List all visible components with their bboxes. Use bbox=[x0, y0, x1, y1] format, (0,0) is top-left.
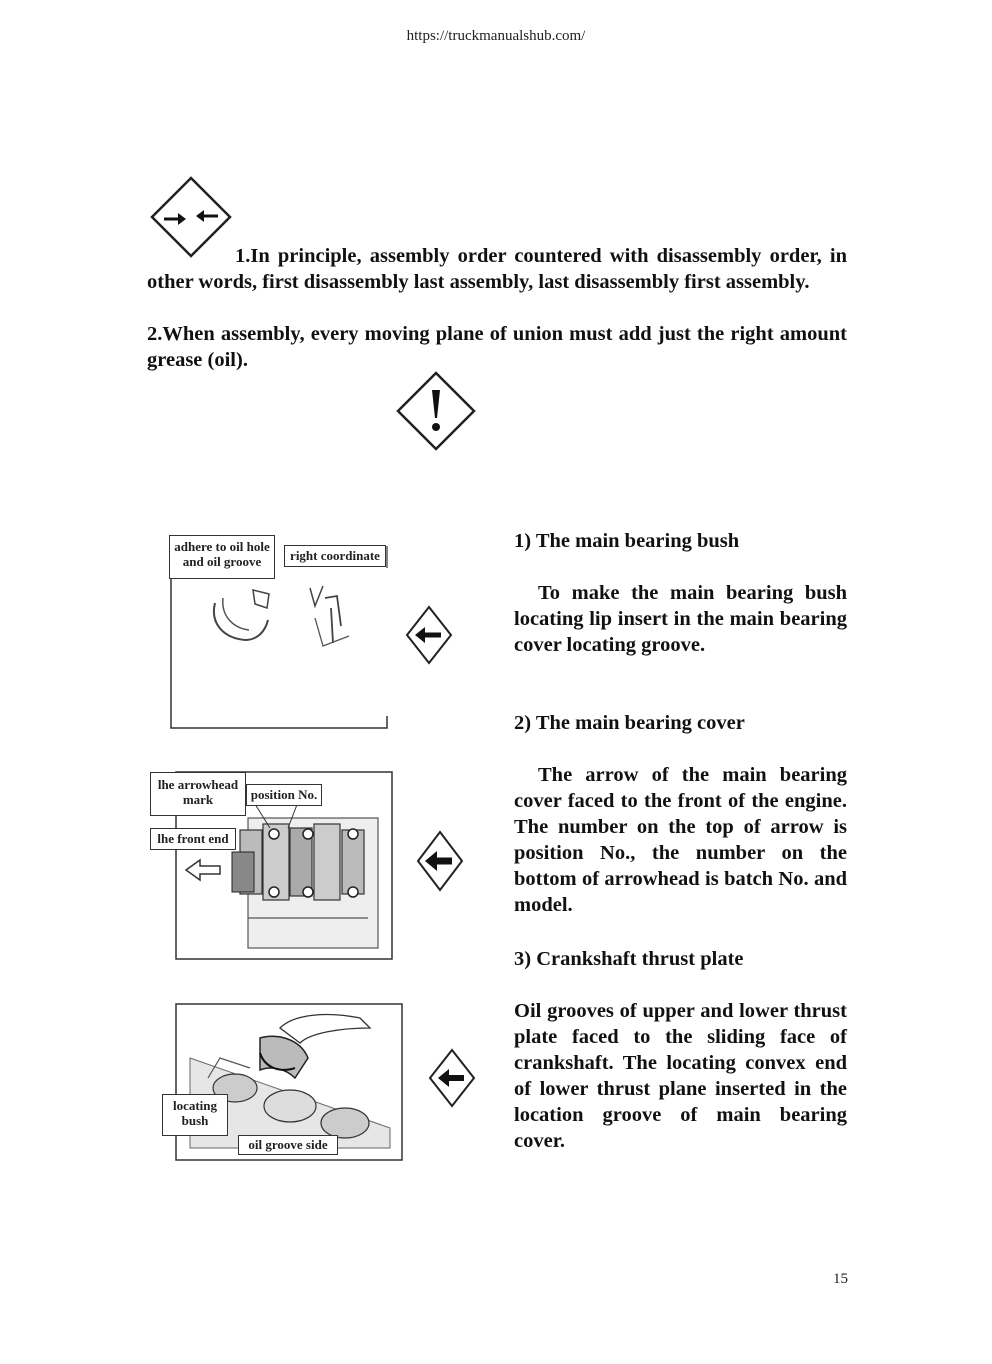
section-3-body: Oil grooves of upper and lower thrust plate faced to the sliding face of crankshaft. The locating convex end of lower thrust plane inserted in the location groove of main bearing cover. bbox=[514, 1000, 847, 1152]
main-bearing-bush-figure bbox=[165, 528, 395, 733]
label-bush: bush bbox=[181, 1113, 209, 1128]
section-2-body: The arrow of the main bearing cover faced to the front of the engine. The number on the top of arrow is position No., the number on the bottom of arrowhead is batch No. and model. bbox=[514, 764, 847, 916]
main-bearing-cover-figure bbox=[148, 768, 395, 963]
exclamation-warning-icon bbox=[395, 370, 477, 452]
crankshaft-thrust-plate-figure bbox=[160, 998, 410, 1168]
left-arrow-diamond-icon bbox=[428, 1048, 476, 1108]
header-url[interactable]: https://truckmanualshub.com/ bbox=[406, 28, 586, 44]
label-adhere-oil-hole: adhere to oil hole bbox=[174, 539, 270, 554]
section-1-title: 1) The main bearing bush bbox=[514, 530, 740, 552]
label-position-no: position No. bbox=[246, 784, 322, 806]
section-3-title: 3) Crankshaft thrust plate bbox=[514, 948, 744, 970]
section-1-body: To make the main bearing bush locating lip insert in the main bearing cover locating groove. bbox=[514, 582, 847, 656]
left-arrow-diamond-icon bbox=[416, 830, 464, 892]
label-oil-groove-side: oil groove side bbox=[238, 1135, 338, 1155]
intro-paragraph-2: 2.When assembly, every moving plane of union must add just the right amount grease (oil). bbox=[147, 323, 847, 371]
left-arrow-diamond-icon bbox=[405, 605, 453, 665]
label-front-end: lhe front end bbox=[150, 828, 236, 850]
label-oil-groove: and oil groove bbox=[182, 554, 262, 569]
label-locating: locating bbox=[172, 1098, 218, 1113]
label-right-coordinate: right coordinate bbox=[284, 545, 386, 567]
page-number: 15 bbox=[833, 1271, 848, 1287]
label-arrowhead: lhe arrowhead bbox=[157, 777, 239, 792]
section-2-title: 2) The main bearing cover bbox=[514, 712, 745, 734]
intro-paragraph-1: 1.In principle, assembly order countered with disassembly order, in other words, first disassembly last assembly, last disassembly first assembly. bbox=[147, 245, 847, 293]
label-mark: mark bbox=[182, 792, 214, 807]
